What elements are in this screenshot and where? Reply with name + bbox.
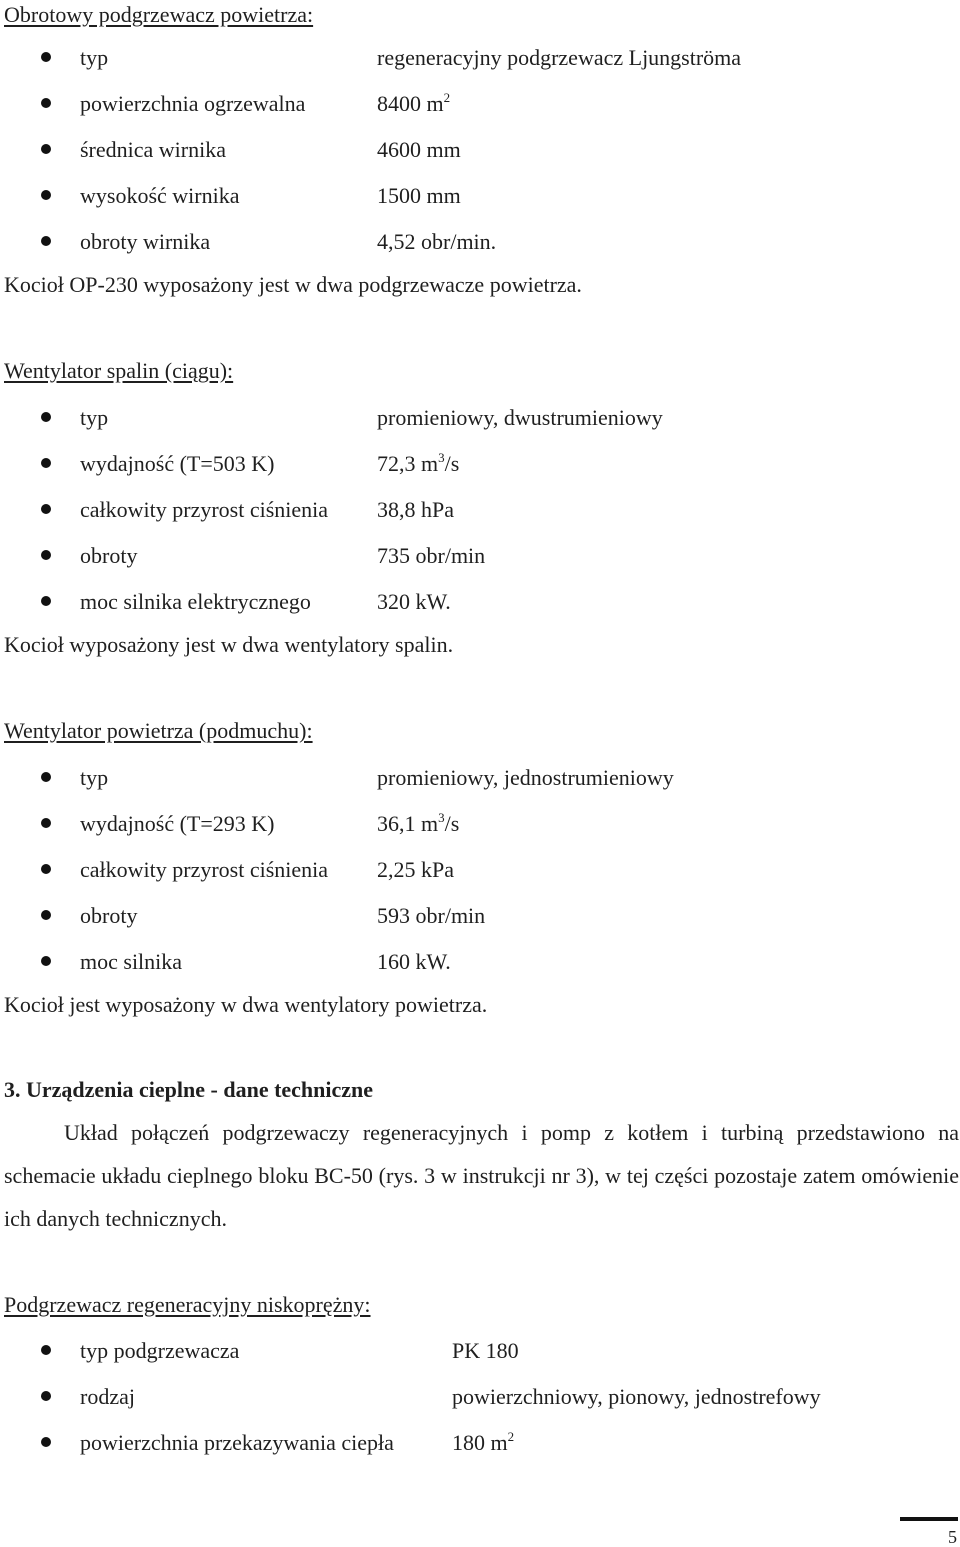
page-number: 5 <box>948 1527 957 1547</box>
body-paragraph-text: Układ połączeń podgrzewaczy regeneracyjnych i pomp z kotłem i turbiną przedstawiono na schemacie układu cieplnego bloku BC-50 (rys. 3 w instrukcji nr 3), w tej części pozostaje zatem omówienie ich danych technicznych. <box>4 1120 959 1231</box>
section-heading-podgrzewacz: Obrotowy podgrzewacz powietrza: <box>4 2 314 27</box>
spec-label: powierzchnia przekazywania ciepła <box>80 1430 394 1455</box>
section-note: Kocioł OP-230 wyposażony jest w dwa podgrzewacze powietrza. <box>4 272 582 297</box>
spec-value <box>377 450 460 476</box>
spec-value-sup: 2 <box>443 90 451 105</box>
spec-value: 1500 mm <box>377 183 461 208</box>
spec-value: 38,8 hPa <box>377 497 454 522</box>
bullet-icon <box>41 412 51 422</box>
spec-label: obroty wirnika <box>80 229 211 254</box>
spec-value: regeneracyjny podgrzewacz Ljungströma <box>377 45 742 70</box>
bullet-icon <box>41 52 51 62</box>
spec-value: 735 obr/min <box>377 543 486 568</box>
spec-value-main: 72,3 m <box>377 451 439 476</box>
spec-value: 4600 mm <box>377 137 461 162</box>
spec-value: 4,52 obr/min. <box>377 229 497 254</box>
bullet-icon <box>41 98 51 108</box>
spec-label: wydajność (T=293 K) <box>80 811 275 836</box>
spec-label: wysokość wirnika <box>80 183 240 208</box>
bullet-icon <box>41 458 51 468</box>
spec-value-sup: 3 <box>438 450 445 465</box>
bullet-icon <box>41 596 51 606</box>
spec-label: typ podgrzewacza <box>80 1338 240 1363</box>
bullet-icon <box>41 910 51 920</box>
spec-value <box>377 90 451 116</box>
spec-value: promieniowy, dwustrumieniowy <box>377 405 663 430</box>
spec-value <box>452 1429 515 1455</box>
bullet-icon <box>41 190 51 200</box>
spec-label: typ <box>80 405 109 430</box>
spec-value: powierzchniowy, pionowy, jednostrefowy <box>452 1384 821 1409</box>
spec-value-sup: 2 <box>507 1429 515 1444</box>
spec-label: obroty <box>80 543 138 568</box>
spec-value-suffix: /s <box>444 451 460 476</box>
section-heading-wentylator-spalin: Wentylator spalin (ciągu): <box>4 358 234 383</box>
spec-label: całkowity przyrost ciśnienia <box>80 857 329 882</box>
spec-value-main: 8400 m <box>377 91 444 116</box>
section-heading-podgrzewacz-niskoprezny: Podgrzewacz regeneracyjny niskoprężny: <box>4 1292 371 1317</box>
spec-label: obroty <box>80 903 138 928</box>
spec-label: całkowity przyrost ciśnienia <box>80 497 329 522</box>
spec-value: promieniowy, jednostrumieniowy <box>377 765 674 790</box>
section-note: Kocioł wyposażony jest w dwa wentylatory spalin. <box>4 632 454 657</box>
bullet-icon <box>41 864 51 874</box>
spec-value-sup: 3 <box>438 810 445 825</box>
spec-value <box>377 810 460 836</box>
footer-rule <box>900 1517 958 1521</box>
spec-label: moc silnika <box>80 949 183 974</box>
spec-value: 160 kW. <box>377 949 451 974</box>
spec-label: wydajność (T=503 K) <box>80 451 275 476</box>
spec-value-suffix: /s <box>444 811 460 836</box>
section-heading-wentylator-powietrza: Wentylator powietrza (podmuchu): <box>4 718 313 743</box>
spec-label: rodzaj <box>80 1384 135 1409</box>
bullet-icon <box>41 1437 51 1447</box>
spec-value: 2,25 kPa <box>377 857 454 882</box>
spec-value: 593 obr/min <box>377 903 486 928</box>
section-note: Kocioł jest wyposażony w dwa wentylatory powietrza. <box>4 992 488 1017</box>
bullet-icon <box>41 144 51 154</box>
chapter-heading: 3. Urządzenia cieplne - dane techniczne <box>4 1077 374 1102</box>
bullet-icon <box>41 956 51 966</box>
bullet-icon <box>41 550 51 560</box>
spec-label: typ <box>80 765 109 790</box>
body-paragraph <box>4 1111 959 1240</box>
bullet-icon <box>41 236 51 246</box>
spec-label: typ <box>80 45 109 70</box>
spec-value: PK 180 <box>452 1338 519 1363</box>
spec-label: średnica wirnika <box>80 137 226 162</box>
spec-value: 320 kW. <box>377 589 451 614</box>
spec-label: powierzchnia ogrzewalna <box>80 91 306 116</box>
bullet-icon <box>41 818 51 828</box>
spec-label: moc silnika elektrycznego <box>80 589 311 614</box>
bullet-icon <box>41 504 51 514</box>
spec-value-main: 36,1 m <box>377 811 439 836</box>
spec-value-main: 180 m <box>452 1430 508 1455</box>
bullet-icon <box>41 1345 51 1355</box>
bullet-icon <box>41 1391 51 1401</box>
bullet-icon <box>41 772 51 782</box>
